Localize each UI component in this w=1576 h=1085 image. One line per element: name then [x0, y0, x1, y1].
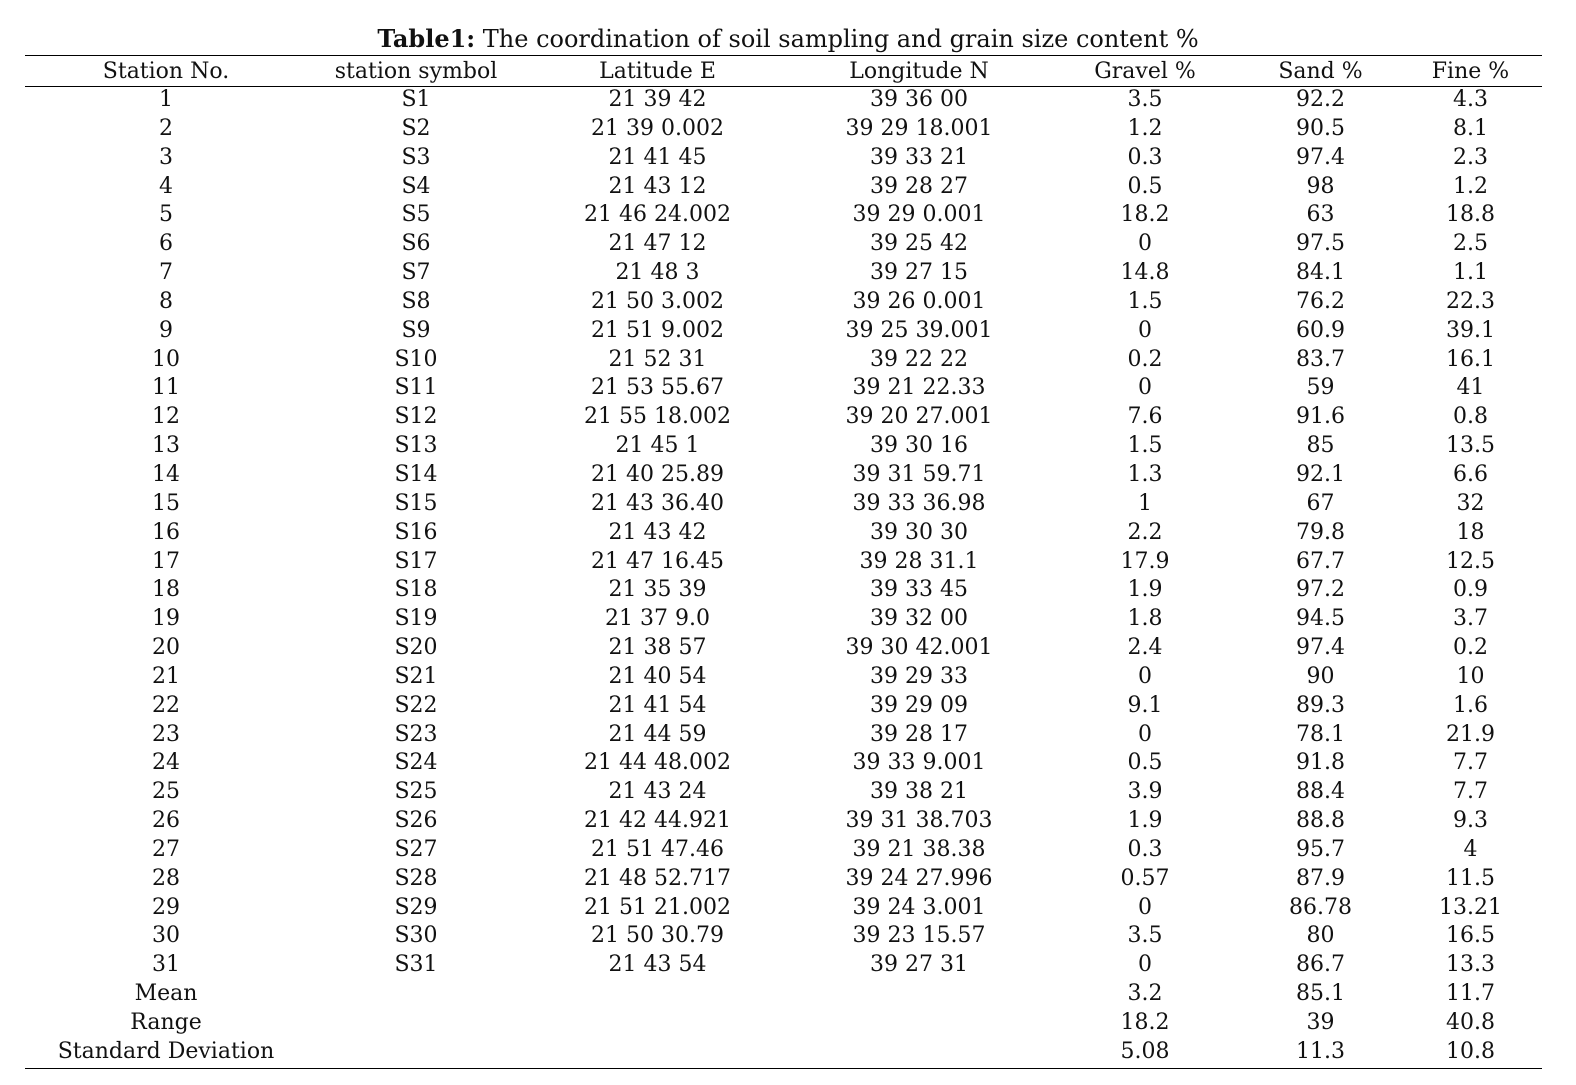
longitude-cell: 39 27 15 — [870, 260, 968, 286]
longitude-cell — [790, 1038, 1048, 1067]
latitude-cell: 21 35 39 — [608, 577, 707, 603]
table-row — [25, 173, 1542, 202]
fine-cell: 40.8 — [1446, 1010, 1495, 1035]
fine-cell: 10.8 — [1446, 1038, 1495, 1064]
sand-cell: 86.78 — [1289, 894, 1352, 920]
latitude-cell: 21 44 59 — [608, 721, 707, 747]
header-gravel: Gravel % — [1094, 59, 1196, 84]
table-bottom-rule — [25, 1068, 1542, 1069]
station-symbol-cell: S15 — [394, 490, 438, 516]
gravel-cell: 2.4 — [1127, 635, 1163, 661]
table-caption-label: Table1: — [377, 24, 476, 53]
station-symbol-cell: S8 — [401, 288, 431, 314]
station-symbol-cell: S22 — [394, 692, 438, 718]
fine-cell: 2.3 — [1453, 144, 1488, 170]
station-no-cell: 27 — [152, 836, 180, 862]
summary-row — [25, 1009, 1542, 1038]
station-symbol-cell: S18 — [394, 577, 438, 603]
sand-cell: 76.2 — [1296, 288, 1345, 314]
longitude-cell: 39 29 09 — [870, 692, 968, 718]
station-symbol-cell: S21 — [394, 663, 438, 689]
sand-cell: 88.8 — [1296, 808, 1345, 834]
longitude-cell: 39 21 22.33 — [852, 375, 986, 401]
longitude-cell: 39 33 9.001 — [852, 750, 986, 776]
table-row — [25, 836, 1542, 865]
longitude-cell: 39 31 38.703 — [845, 808, 993, 834]
longitude-cell: 39 25 42 — [870, 231, 968, 257]
gravel-cell: 3.5 — [1127, 87, 1163, 112]
sand-cell: 85 — [1306, 433, 1335, 459]
sand-cell: 87.9 — [1296, 865, 1345, 891]
latitude-cell: 21 40 25.89 — [591, 461, 724, 487]
gravel-cell: 0 — [1138, 894, 1152, 920]
header-fine: Fine % — [1431, 59, 1510, 84]
station-no-cell: 23 — [152, 721, 180, 747]
latitude-cell: 21 47 16.45 — [591, 548, 724, 574]
fine-cell: 39.1 — [1446, 317, 1495, 343]
station-no-cell: 11 — [152, 375, 180, 401]
latitude-cell: 21 45 1 — [615, 433, 700, 459]
station-no-cell: 22 — [152, 692, 180, 718]
gravel-cell: 9.1 — [1127, 692, 1163, 718]
station-no-cell: 28 — [152, 865, 180, 891]
table-row — [25, 605, 1542, 634]
station-symbol-cell: S14 — [394, 461, 438, 487]
fine-cell: 13.21 — [1439, 894, 1502, 920]
sand-cell: 97.5 — [1296, 231, 1345, 257]
longitude-cell: 39 33 36.98 — [852, 490, 986, 516]
latitude-cell: 21 55 18.002 — [584, 404, 731, 430]
station-no-cell: 13 — [152, 433, 180, 459]
sand-cell: 67 — [1306, 490, 1335, 516]
latitude-cell: 21 39 42 — [608, 87, 707, 112]
sand-cell: 97.2 — [1296, 577, 1345, 603]
table-row — [25, 548, 1542, 577]
sand-cell: 84.1 — [1296, 260, 1345, 286]
fine-cell: 1.2 — [1453, 173, 1488, 199]
gravel-cell: 5.08 — [1120, 1038, 1170, 1064]
sand-cell: 59 — [1306, 375, 1335, 401]
gravel-cell: 0 — [1138, 231, 1152, 257]
station-symbol-cell: S17 — [394, 548, 438, 574]
longitude-cell: 39 30 42.001 — [845, 635, 993, 661]
gravel-cell: 0.5 — [1127, 173, 1163, 199]
station-no-cell: 30 — [152, 923, 180, 949]
sand-cell: 80 — [1306, 923, 1335, 949]
fine-cell: 1.6 — [1453, 692, 1488, 718]
fine-cell: 4 — [1463, 836, 1478, 862]
sand-cell: 92.2 — [1296, 87, 1345, 112]
table-row — [25, 86, 1542, 115]
fine-cell: 7.7 — [1453, 779, 1488, 805]
table-row — [25, 519, 1542, 548]
table-row — [25, 259, 1542, 288]
latitude-cell: 21 40 54 — [608, 663, 707, 689]
sand-cell: 90 — [1306, 663, 1335, 689]
longitude-cell: 39 30 30 — [870, 519, 968, 545]
station-no-cell: 21 — [152, 663, 180, 689]
sand-cell: 90.5 — [1296, 115, 1345, 141]
fine-cell: 32 — [1456, 490, 1485, 516]
sand-cell: 78.1 — [1296, 721, 1345, 747]
fine-cell: 18.8 — [1446, 202, 1495, 228]
sand-cell: 92.1 — [1296, 461, 1345, 487]
table-row — [25, 403, 1542, 432]
longitude-cell: 39 28 31.1 — [859, 548, 979, 574]
gravel-cell: 0.2 — [1127, 346, 1163, 372]
sand-cell: 39 — [1306, 1010, 1335, 1035]
latitude-cell: 21 48 52.717 — [584, 865, 731, 891]
latitude-cell — [525, 1038, 790, 1067]
grain-size-table — [25, 57, 1542, 1067]
station-no-cell: 4 — [159, 173, 173, 199]
table-row — [25, 634, 1542, 663]
fine-cell: 4.3 — [1453, 87, 1488, 112]
table-row — [25, 778, 1542, 807]
sand-cell: 89.3 — [1296, 692, 1345, 718]
station-no-cell: 1 — [159, 87, 173, 112]
fine-cell: 16.1 — [1446, 346, 1495, 372]
longitude-cell: 39 20 27.001 — [845, 404, 993, 430]
station-no-cell: 17 — [152, 548, 180, 574]
table-row — [25, 432, 1542, 461]
station-symbol-cell: S31 — [394, 952, 438, 978]
gravel-cell: 0.3 — [1127, 836, 1163, 862]
longitude-cell: 39 23 15.57 — [852, 923, 986, 949]
gravel-cell: 14.8 — [1120, 260, 1170, 286]
table-row — [25, 865, 1542, 894]
longitude-cell: 39 24 27.996 — [845, 865, 993, 891]
fine-cell: 0.9 — [1453, 577, 1488, 603]
gravel-cell: 3.5 — [1127, 923, 1163, 949]
table-row — [25, 749, 1542, 778]
longitude-cell: 39 29 33 — [870, 663, 968, 689]
sand-cell: 97.4 — [1296, 635, 1345, 661]
longitude-cell: 39 25 39.001 — [845, 317, 993, 343]
gravel-cell: 0.5 — [1127, 750, 1163, 776]
latitude-cell: 21 52 31 — [608, 346, 707, 372]
station-no-cell: 5 — [159, 202, 173, 228]
station-symbol-cell: S30 — [394, 923, 438, 949]
gravel-cell: 18.2 — [1120, 1010, 1170, 1035]
longitude-cell — [790, 980, 1048, 1009]
longitude-cell: 39 24 3.001 — [852, 894, 986, 920]
gravel-cell: 0.3 — [1127, 144, 1163, 170]
table-row — [25, 922, 1542, 951]
table-row — [25, 346, 1542, 375]
station-no-cell: 20 — [152, 635, 180, 661]
fine-cell: 7.7 — [1453, 750, 1488, 776]
fine-cell: 9.3 — [1453, 808, 1488, 834]
sand-cell: 97.4 — [1296, 144, 1345, 170]
fine-cell: 18 — [1456, 519, 1485, 545]
sand-cell: 79.8 — [1296, 519, 1345, 545]
latitude-cell: 21 48 3 — [615, 260, 700, 286]
longitude-cell: 39 22 22 — [870, 346, 968, 372]
gravel-cell: 1.9 — [1127, 808, 1163, 834]
sand-cell: 63 — [1306, 202, 1335, 228]
station-no-cell: 18 — [152, 577, 180, 603]
longitude-cell: 39 31 59.71 — [852, 461, 986, 487]
table-caption — [0, 24, 1576, 54]
table-row — [25, 490, 1542, 519]
station-symbol-cell: S3 — [401, 144, 431, 170]
longitude-cell: 39 30 16 — [870, 433, 968, 459]
latitude-cell: 21 51 47.46 — [591, 836, 724, 862]
station-no-cell: 26 — [152, 808, 180, 834]
fine-cell: 10 — [1456, 663, 1485, 689]
latitude-cell: 21 53 55.67 — [591, 375, 724, 401]
fine-cell: 2.5 — [1453, 231, 1488, 257]
table-row — [25, 317, 1542, 346]
longitude-cell: 39 29 18.001 — [845, 115, 993, 141]
station-no-cell: 12 — [152, 404, 180, 430]
sand-cell: 83.7 — [1296, 346, 1345, 372]
station-symbol-cell — [307, 980, 525, 1009]
station-no-cell: 9 — [159, 317, 173, 343]
fine-cell: 0.2 — [1453, 635, 1488, 661]
station-no-cell: 8 — [159, 288, 173, 314]
gravel-cell: 0 — [1138, 663, 1152, 689]
summary-row — [25, 980, 1542, 1009]
gravel-cell: 0 — [1138, 375, 1152, 401]
longitude-cell — [790, 1009, 1048, 1038]
gravel-cell: 1.5 — [1127, 288, 1163, 314]
longitude-cell: 39 38 21 — [870, 779, 968, 805]
table-row — [25, 576, 1542, 605]
station-symbol-cell: S25 — [394, 779, 438, 805]
latitude-cell: 21 44 48.002 — [584, 750, 731, 776]
sand-cell: 98 — [1306, 173, 1335, 199]
longitude-cell: 39 28 17 — [870, 721, 968, 747]
table-row — [25, 663, 1542, 692]
header-sand: Sand % — [1278, 59, 1363, 84]
fine-cell: 22.3 — [1446, 288, 1495, 314]
station-symbol-cell: S27 — [394, 836, 438, 862]
fine-cell: 11.7 — [1446, 981, 1495, 1007]
station-symbol-cell: S28 — [394, 865, 438, 891]
station-no-cell: 31 — [152, 952, 180, 978]
gravel-cell: 0 — [1138, 317, 1152, 343]
station-no-cell: 6 — [159, 231, 173, 257]
longitude-cell: 39 27 31 — [870, 952, 968, 978]
station-symbol-cell: S12 — [394, 404, 438, 430]
station-symbol-cell: S16 — [394, 519, 438, 545]
longitude-cell: 39 28 27 — [870, 173, 968, 199]
station-no-cell: 25 — [152, 779, 180, 805]
fine-cell: 1.1 — [1453, 260, 1488, 286]
table-row — [25, 201, 1542, 230]
sand-cell: 91.6 — [1296, 404, 1345, 430]
table-top-rule — [25, 55, 1542, 56]
gravel-cell: 0 — [1138, 952, 1152, 978]
longitude-cell: 39 32 00 — [870, 606, 968, 632]
longitude-cell: 39 33 21 — [870, 144, 968, 170]
latitude-cell: 21 50 30.79 — [591, 923, 724, 949]
latitude-cell: 21 38 57 — [608, 635, 707, 661]
latitude-cell: 21 51 21.002 — [584, 894, 731, 920]
station-no-cell: 10 — [152, 346, 180, 372]
gravel-cell: 3.2 — [1127, 981, 1163, 1007]
station-symbol-cell: S19 — [394, 606, 438, 632]
gravel-cell: 0 — [1138, 721, 1152, 747]
latitude-cell: 21 47 12 — [608, 231, 707, 257]
table-body — [25, 86, 1542, 1067]
sand-cell: 88.4 — [1296, 779, 1345, 805]
gravel-cell: 1 — [1138, 490, 1152, 516]
summary-row — [25, 1038, 1542, 1067]
station-symbol-cell — [307, 1038, 525, 1067]
latitude-cell: 21 41 45 — [608, 144, 707, 170]
latitude-cell: 21 43 42 — [608, 519, 707, 545]
latitude-cell: 21 51 9.002 — [591, 317, 724, 343]
station-symbol-cell: S5 — [401, 202, 431, 228]
station-symbol-cell: S29 — [394, 894, 438, 920]
latitude-cell: 21 39 0.002 — [591, 115, 724, 141]
fine-cell: 13.3 — [1446, 952, 1495, 978]
latitude-cell: 21 37 9.0 — [605, 606, 710, 632]
latitude-cell — [525, 980, 790, 1009]
station-symbol-cell — [307, 1009, 525, 1038]
fine-cell: 16.5 — [1446, 923, 1495, 949]
sand-cell: 95.7 — [1296, 836, 1345, 862]
gravel-cell: 18.2 — [1120, 202, 1170, 228]
gravel-cell: 1.5 — [1127, 433, 1163, 459]
sand-cell: 11.3 — [1296, 1038, 1345, 1064]
station-no-cell: 29 — [152, 894, 180, 920]
station-no-cell: 3 — [159, 144, 173, 170]
gravel-cell: 0.57 — [1120, 865, 1170, 891]
table-row — [25, 692, 1542, 721]
station-symbol-cell: S23 — [394, 721, 438, 747]
table-row — [25, 144, 1542, 173]
fine-cell: 11.5 — [1446, 865, 1495, 891]
station-no-cell: 14 — [152, 461, 180, 487]
sand-cell: 67.7 — [1296, 548, 1345, 574]
table-caption-text: The coordination of soil sampling and grain size content % — [475, 25, 1199, 53]
station-no-cell: 15 — [152, 490, 180, 516]
latitude-cell: 21 50 3.002 — [591, 288, 724, 314]
gravel-cell: 3.9 — [1127, 779, 1163, 805]
station-symbol-cell: S11 — [394, 375, 438, 401]
fine-cell: 6.6 — [1453, 461, 1488, 487]
station-symbol-cell: S20 — [394, 635, 438, 661]
longitude-cell: 39 21 38.38 — [852, 836, 986, 862]
station-no-cell: 24 — [152, 750, 180, 776]
latitude-cell: 21 43 54 — [608, 952, 707, 978]
header-latitude: Latitude E — [599, 59, 716, 84]
station-symbol-cell: S10 — [394, 346, 438, 372]
longitude-cell: 39 26 0.001 — [852, 288, 986, 314]
header-longitude: Longitude N — [849, 59, 989, 84]
fine-cell: 12.5 — [1446, 548, 1495, 574]
station-symbol-cell: S13 — [394, 433, 438, 459]
fine-cell: 13.5 — [1446, 433, 1495, 459]
gravel-cell: 1.8 — [1127, 606, 1163, 632]
table-row — [25, 951, 1542, 980]
gravel-cell: 7.6 — [1127, 404, 1163, 430]
header-station-symbol: station symbol — [334, 59, 498, 84]
header-station-no: Station No. — [102, 59, 230, 84]
fine-cell: 0.8 — [1453, 404, 1488, 430]
sand-cell: 86.7 — [1296, 952, 1345, 978]
latitude-cell — [525, 1009, 790, 1038]
table-header-row — [25, 57, 1542, 86]
table-row — [25, 461, 1542, 490]
station-symbol-cell: S4 — [401, 173, 431, 199]
sand-cell: 91.8 — [1296, 750, 1345, 776]
gravel-cell: 2.2 — [1127, 519, 1163, 545]
station-no-cell: 19 — [152, 606, 180, 632]
station-no-cell: Range — [130, 1010, 202, 1035]
table-row — [25, 374, 1542, 403]
longitude-cell: 39 36 00 — [870, 87, 968, 112]
longitude-cell: 39 33 45 — [870, 577, 968, 603]
latitude-cell: 21 46 24.002 — [584, 202, 731, 228]
station-symbol-cell: S2 — [401, 115, 431, 141]
gravel-cell: 17.9 — [1120, 548, 1170, 574]
gravel-cell: 1.3 — [1127, 461, 1163, 487]
sand-cell: 85.1 — [1296, 981, 1345, 1007]
latitude-cell: 21 43 24 — [608, 779, 707, 805]
fine-cell: 41 — [1456, 375, 1485, 401]
latitude-cell: 21 43 36.40 — [591, 490, 724, 516]
gravel-cell: 1.9 — [1127, 577, 1163, 603]
station-symbol-cell: S26 — [394, 808, 438, 834]
table-row — [25, 288, 1542, 317]
station-symbol-cell: S24 — [394, 750, 438, 776]
gravel-cell: 1.2 — [1127, 115, 1163, 141]
fine-cell: 21.9 — [1446, 721, 1495, 747]
station-no-cell: Standard Deviation — [57, 1038, 275, 1064]
station-symbol-cell: S9 — [401, 317, 431, 343]
latitude-cell: 21 41 54 — [608, 692, 707, 718]
latitude-cell: 21 43 12 — [608, 173, 707, 199]
station-no-cell: Mean — [134, 981, 198, 1007]
station-symbol-cell: S6 — [401, 231, 431, 257]
table-row — [25, 115, 1542, 144]
station-no-cell: 2 — [159, 115, 173, 141]
fine-cell: 3.7 — [1453, 606, 1488, 632]
table-row — [25, 807, 1542, 836]
fine-cell: 8.1 — [1453, 115, 1488, 141]
longitude-cell: 39 29 0.001 — [852, 202, 986, 228]
sand-cell: 60.9 — [1296, 317, 1345, 343]
table-row — [25, 894, 1542, 923]
station-no-cell: 7 — [159, 260, 173, 286]
station-symbol-cell: S1 — [401, 87, 431, 112]
table-row — [25, 230, 1542, 259]
station-no-cell: 16 — [152, 519, 180, 545]
table-row — [25, 721, 1542, 750]
latitude-cell: 21 42 44.921 — [584, 808, 731, 834]
station-symbol-cell: S7 — [401, 260, 431, 286]
sand-cell: 94.5 — [1296, 606, 1345, 632]
